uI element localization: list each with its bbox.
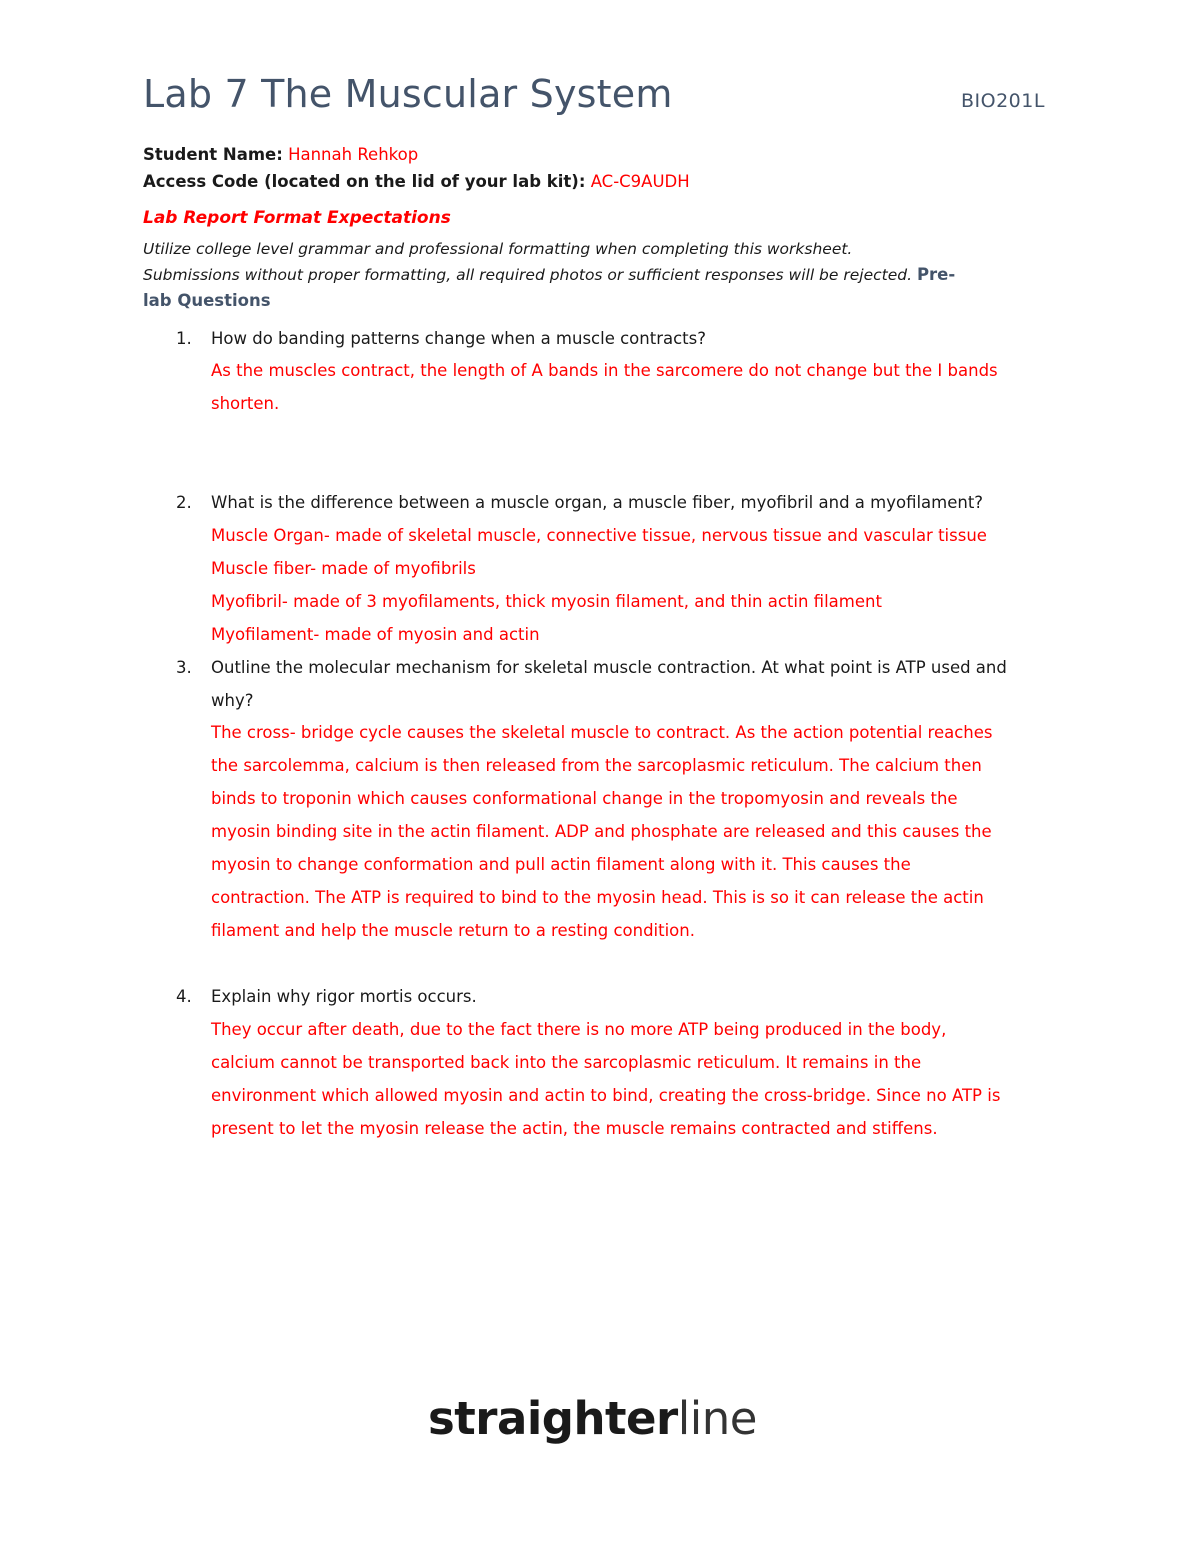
access-code-field: [143, 172, 690, 191]
answer-line: contraction. The ATP is required to bind to the myosin head. This is so it can release the actin: [211, 888, 984, 907]
answer-line: binds to troponin which causes conformational change in the tropomyosin and reveals the: [211, 789, 958, 808]
answer-line: Myofilament- made of myosin and actin: [211, 625, 540, 644]
logo-text-light: line: [677, 1392, 757, 1445]
student-name-field: [143, 145, 418, 164]
answer-line: the sarcolemma, calcium is then released from the sarcoplasmic reticulum. The calcium then: [211, 756, 982, 775]
answer-line: Muscle Organ- made of skeletal muscle, connective tissue, nervous tissue and vascular tissue: [211, 526, 987, 545]
answer: [211, 716, 1061, 947]
course-code: BIO201L: [961, 90, 1045, 112]
expectations-line-2: [143, 262, 1063, 288]
question-number: 4.: [176, 987, 192, 1006]
answer-line: They occur after death, due to the fact there is no more ATP being produced in the body,: [211, 1020, 947, 1039]
answer: [211, 354, 1061, 420]
answer: [211, 1013, 1061, 1145]
prelab-heading-part1: Pre-: [916, 265, 956, 284]
access-code-value: AC-C9AUDH: [590, 172, 690, 191]
format-expectations-text: [143, 236, 1063, 314]
answer-line: Muscle fiber- made of myofibrils: [211, 559, 476, 578]
student-name-value: Hannah Rehkop: [288, 145, 419, 164]
expectations-line-2-text: Submissions without proper formatting, all required photos or sufficient responses will be rejected.: [143, 266, 913, 284]
answer-line: As the muscles contract, the length of A bands in the sarcomere do not change but the I bands: [211, 361, 998, 380]
question-number: 2.: [176, 493, 192, 512]
answer-line: environment which allowed myosin and actin to bind, creating the cross-bridge. Since no ATP is: [211, 1086, 1001, 1105]
question-text: Explain why rigor mortis occurs.: [211, 987, 477, 1006]
answer-line: present to let the myosin release the actin, the muscle remains contracted and stiffens.: [211, 1119, 938, 1138]
question-text-line: Outline the molecular mechanism for skeletal muscle contraction. At what point is ATP used and: [211, 658, 1007, 677]
answer-line: myosin binding site in the actin filament. ADP and phosphate are released and this causes the: [211, 822, 992, 841]
document-title: Lab 7 The Muscular System: [143, 72, 673, 116]
answer-line: Myofibril- made of 3 myofilaments, thick myosin filament, and thin actin filament: [211, 592, 882, 611]
question-number: 3.: [176, 658, 192, 677]
answer-line: calcium cannot be transported back into the sarcoplasmic reticulum. It remains in the: [211, 1053, 922, 1072]
answer-line: filament and help the muscle return to a resting condition.: [211, 921, 695, 940]
answer-line: myosin to change conformation and pull actin filament along with it. This causes the: [211, 855, 911, 874]
question-text: [211, 651, 1071, 717]
access-code-label: Access Code (located on the lid of your lab kit):: [143, 172, 586, 191]
student-name-label: Student Name:: [143, 145, 283, 164]
format-expectations-heading: Lab Report Format Expectations: [143, 208, 451, 228]
answer-line: shorten.: [211, 394, 280, 413]
answer-line: The cross- bridge cycle causes the skeletal muscle to contract. As the action potential reaches: [211, 723, 993, 742]
prelab-heading-part2: lab Questions: [143, 291, 271, 310]
expectations-line-1: Utilize college level grammar and professional formatting when completing this worksheet.: [143, 240, 853, 258]
question-number: 1.: [176, 329, 192, 348]
answer: [211, 519, 1061, 651]
question-text: What is the difference between a muscle organ, a muscle fiber, myofibril and a myofilament?: [211, 493, 984, 512]
logo-text-bold: straighter: [428, 1392, 678, 1445]
question-text-line: why?: [211, 691, 254, 710]
question-text: How do banding patterns change when a muscle contracts?: [211, 329, 706, 348]
straighterline-logo: [428, 1392, 757, 1445]
